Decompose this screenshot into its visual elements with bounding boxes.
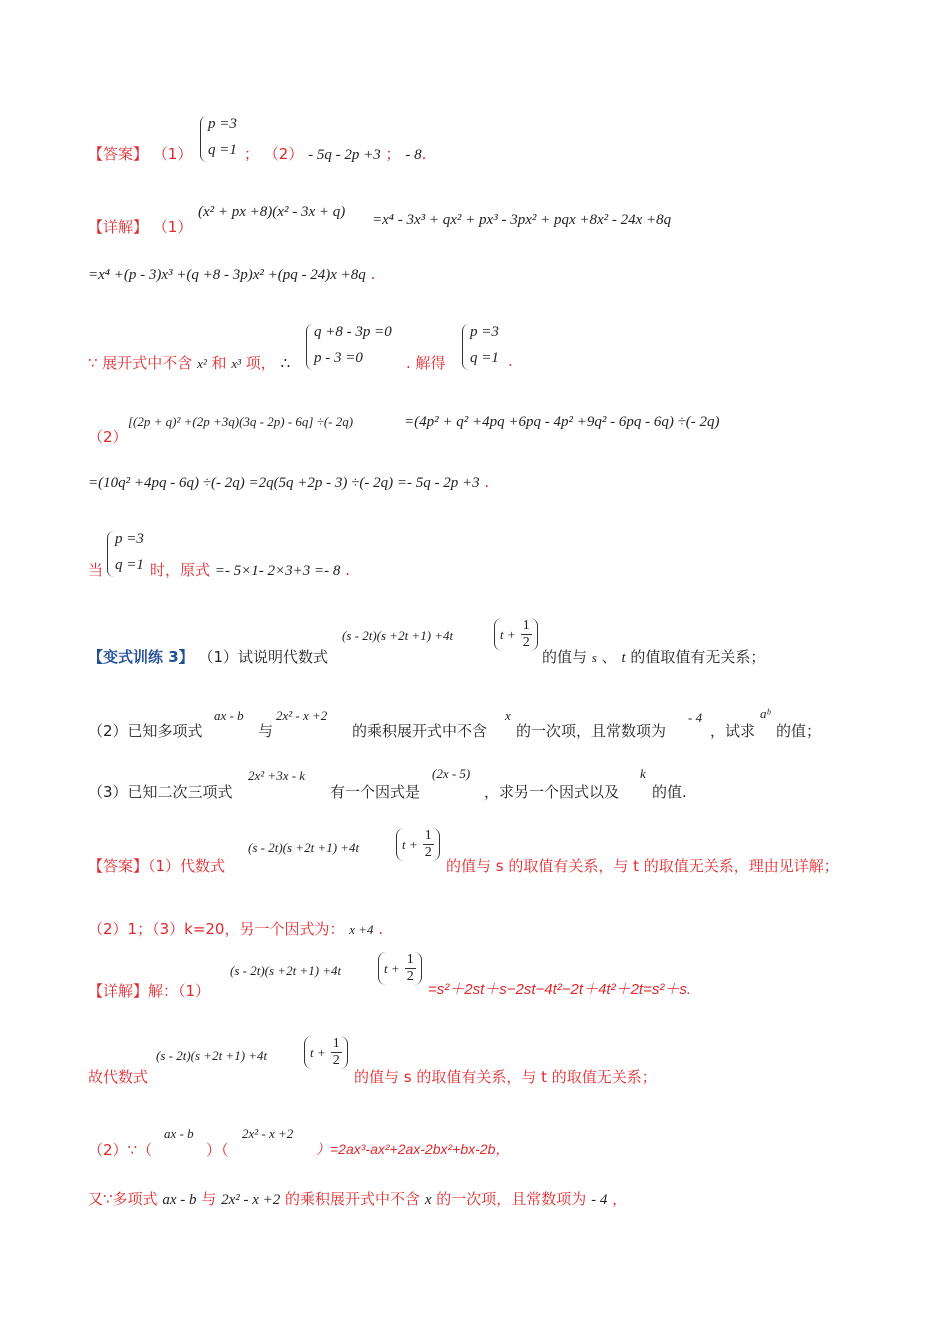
- paren-t-half-conclusion: [304, 1036, 348, 1069]
- answer-3-expression: (s - 2t)(s +2t +1) +4t: [248, 840, 360, 855]
- constant-neg4: - 4: [591, 1192, 608, 1208]
- part-2-label: （2）∵（: [88, 1141, 153, 1159]
- system-row-2: q =1: [470, 350, 499, 366]
- question-3-text: （3）已知二次三项式: [88, 783, 233, 801]
- original-expression-text: 时，原式: [150, 561, 211, 579]
- paren-mid: ）（: [206, 1141, 229, 1159]
- solution-system: [462, 324, 522, 372]
- poly-ax-b: ax - b: [164, 1126, 194, 1141]
- poly-ax-b: ax - b: [162, 1192, 197, 1208]
- condition-line: [88, 352, 290, 373]
- detail-1-line: [88, 216, 192, 237]
- detail-3-result: =s²＋2st＋s−2st−4t²−2t＋4t²＋2t=s²＋s.: [428, 981, 692, 998]
- part-1-label: （1）: [152, 145, 193, 163]
- system-row-1: q +8 - 3p =0: [314, 324, 392, 340]
- period: .: [370, 265, 376, 283]
- system-row-1: p =3: [208, 116, 237, 132]
- system-row-1: p =3: [115, 531, 144, 547]
- var-k: k: [640, 766, 646, 781]
- answer-1-tail: [244, 143, 426, 164]
- expanded-expression: =x⁴ +(p - 3)x³ +(q +8 - 3p)x² +(pq - 24)x +8q: [88, 267, 366, 283]
- part-2-label: （2）: [88, 428, 128, 446]
- question-3-end: 的值.: [652, 783, 687, 801]
- t-plus: t +: [384, 961, 400, 976]
- answer-1-value: - 8: [405, 147, 422, 163]
- and-text: 和: [211, 354, 227, 372]
- fraction-one-half: $\frac{1}{2}$: [406, 952, 414, 984]
- question-2-end: 的值；: [776, 722, 822, 740]
- exercise-3-q1: [88, 646, 328, 667]
- part-2-label: （2）: [263, 145, 304, 163]
- product-expansion: ）=2ax³-ax²+2ax-2bx²+bx-2b，: [316, 1141, 510, 1157]
- answer-tag: 【答案】: [88, 145, 149, 163]
- semicolon: ；: [244, 145, 260, 163]
- question-3-mid: 有一个因式是: [330, 783, 421, 801]
- x-cubed: x³: [231, 356, 242, 371]
- separator: 、: [601, 648, 617, 666]
- answer-3-tail: 的值与 s 的取值有关系，与 t 的取值无关系，理由见详解；: [446, 857, 839, 875]
- var-t: t: [621, 650, 626, 666]
- when-tail: [150, 559, 350, 580]
- question-1-text: （1）试说明代数式: [198, 648, 328, 666]
- question-2-mid3: ，试求: [710, 722, 756, 740]
- part-1-label: （1）代数式: [148, 857, 226, 875]
- question-2-text: （2）已知多项式: [88, 722, 203, 740]
- detail-2-lhs: [(2p + q)² +(2p +3q)(3q - 2p) - 6q] ÷(- 2q): [128, 414, 354, 429]
- system-row-2: q =1: [115, 557, 144, 573]
- question-1-tail: [542, 646, 765, 667]
- last-mid: 的乘积展开式中不含: [285, 1190, 421, 1208]
- detail-tag: 【详解】: [88, 982, 149, 1000]
- t-plus: t +: [402, 837, 418, 852]
- detail-3-line: [88, 980, 210, 1001]
- var-x: x: [424, 1192, 432, 1208]
- detail-2-rhs: =(4p² + q² +4pq +6pq - 4p² +9q² - 6pq - 6q) ÷(- 2q): [404, 414, 720, 430]
- detail-tag: 【详解】: [88, 218, 149, 236]
- semicolon-2: ；: [385, 145, 401, 163]
- t-plus: t +: [310, 1045, 326, 1060]
- poly-2x2: 2x² - x +2: [276, 708, 328, 723]
- answer-1-expression: - 5q - 2p +3: [308, 147, 381, 163]
- last-mid2: 的一次项，且常数项为: [436, 1190, 587, 1208]
- detail-2-line-2: [88, 473, 489, 492]
- therefore-symbol: ∴: [280, 354, 291, 372]
- simplified-expression: =(10q² +4pq - 6q) ÷(- 2q) =2q(5q +2p - 3) ÷(- 2q) =- 5q - 2p +3: [88, 475, 480, 491]
- system-row-2: p - 3 =0: [314, 350, 363, 366]
- system-row-2: q =1: [208, 142, 237, 158]
- a-power-b: aᵇ: [760, 706, 770, 721]
- x-squared: x²: [197, 356, 207, 371]
- expression-s-t: (s - 2t)(s +2t +1) +4t: [342, 628, 454, 643]
- question-2-mid2: 的一次项，且常数项为: [516, 722, 667, 740]
- question-3-mid2: ，求另一个因式以及: [484, 783, 620, 801]
- paren-t-half-answer: [396, 828, 440, 861]
- exercise-tag: 【变式训练 3】: [88, 648, 194, 666]
- evaluation: =- 5×1- 2×3+3 =- 8: [214, 563, 341, 579]
- answer-1-line: [88, 143, 192, 164]
- poly-2x2: 2x² - x +2: [221, 1192, 281, 1208]
- conclusion-expression: (s - 2t)(s +2t +1) +4t: [156, 1048, 268, 1063]
- t-plus: t +: [500, 627, 516, 642]
- when-text: 当: [88, 561, 104, 579]
- answer-3-line: [88, 855, 225, 876]
- constant-neg4: - 4: [688, 710, 703, 725]
- detail-3-expression: (s - 2t)(s +2t +1) +4t: [230, 963, 342, 978]
- part-1-label: （1）: [152, 218, 193, 236]
- condition-system: [306, 324, 416, 372]
- other-factor: x +4: [349, 922, 374, 937]
- var-x: x: [505, 708, 511, 723]
- answer-3-line-2: [88, 918, 383, 939]
- detail-1-lhs: (x² + px +8)(x² - 3x + q): [198, 204, 346, 220]
- question-2-mid: 的乘积展开式中不含: [352, 722, 488, 740]
- var-s: s: [591, 650, 597, 665]
- fraction-one-half: $\frac{1}{2}$: [424, 828, 432, 860]
- period: .: [345, 561, 350, 579]
- poly-ax-b: ax - b: [214, 708, 244, 723]
- conclusion-tail: 的值与 s 的取值有关系，与 t 的取值无关系；: [354, 1068, 657, 1086]
- term-text: 项，: [245, 354, 276, 372]
- with-text: 与: [258, 722, 274, 740]
- because-text: ∵ 展开式中不含: [88, 354, 193, 372]
- trinomial: 2x² +3x - k: [248, 768, 306, 783]
- tail-b: 的值取值有无关系；: [630, 648, 766, 666]
- period: .: [508, 352, 513, 370]
- detail-1-rhs: =x⁴ - 3x³ + qx² + px³ - 3px² + pqx +8x² - 24x +8q: [372, 212, 672, 228]
- solve-text: . 解得: [406, 354, 446, 372]
- period: .: [421, 145, 427, 163]
- comma: ，: [612, 1190, 628, 1208]
- last-head: 又∵多项式: [88, 1190, 158, 1208]
- tail-a: 的值与: [542, 648, 588, 666]
- last-line: [88, 1188, 627, 1209]
- factor: (2x - 5): [432, 766, 471, 781]
- paren-t-half: [494, 618, 538, 651]
- paren-t-half-detail: [378, 952, 422, 985]
- system-row-1: p =3: [470, 324, 499, 340]
- fraction-one-half: $\frac{1}{2}$: [332, 1036, 340, 1068]
- period: .: [378, 920, 384, 938]
- answers-2-3: （2）1；（3）k=20，另一个因式为：: [88, 920, 345, 938]
- conclusion-head: 故代数式: [88, 1068, 149, 1086]
- solution-label: 解：（1）: [148, 982, 211, 1000]
- detail-1-line-2: [88, 265, 375, 284]
- with-text: 与: [201, 1190, 217, 1208]
- fraction-one-half: $\frac{1}{2}$: [522, 618, 530, 650]
- poly-2x2: 2x² - x +2: [242, 1126, 294, 1141]
- answer-tag: 【答案】: [88, 857, 149, 875]
- period: .: [484, 473, 490, 491]
